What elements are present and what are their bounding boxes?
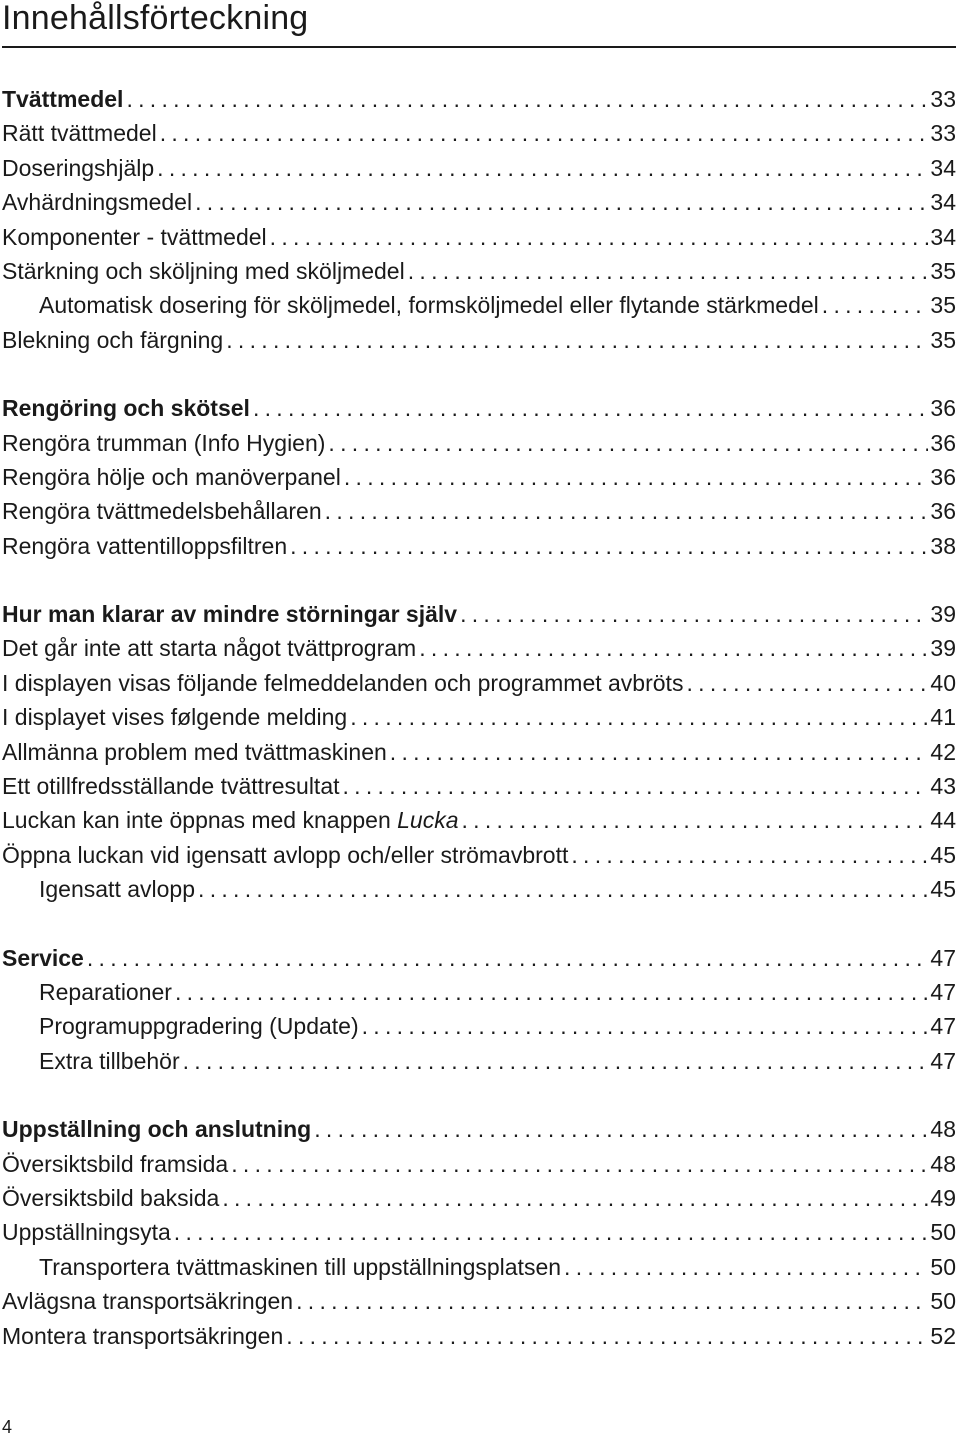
title-divider [2, 46, 956, 48]
toc-entry-page: 39 [930, 601, 956, 628]
toc-entry-page: 42 [930, 738, 956, 765]
toc-entry[interactable] [2, 254, 956, 288]
toc-entry-label-text: Komponenter - tvättmedel [2, 223, 267, 250]
toc-entry[interactable] [2, 1215, 956, 1249]
dot-leader [192, 185, 928, 219]
dot-leader [228, 1147, 928, 1181]
toc-entry-label-text: Reparationer [39, 978, 172, 1005]
dot-leader [180, 1044, 929, 1078]
toc-entry[interactable] [2, 116, 956, 150]
toc-section [2, 391, 956, 563]
toc-entry-label-text: Stärkning och sköljning med sköljmedel [2, 257, 405, 284]
toc-entry-label [2, 288, 819, 322]
toc-entry-page: 41 [930, 704, 956, 731]
toc-entry-label-text: Ett otillfredsställande tvättresultat [2, 773, 340, 800]
toc-entry-page: 43 [930, 773, 956, 800]
toc-entry-label [2, 1284, 293, 1318]
dot-leader [311, 1112, 928, 1146]
toc-entry-label [2, 872, 195, 906]
toc-entry[interactable] [2, 872, 956, 906]
toc-entry-page: 45 [930, 841, 956, 868]
dot-leader [359, 1009, 929, 1043]
toc-entry-page: 34 [930, 154, 956, 181]
toc-entry-label [2, 529, 287, 563]
toc-entry[interactable] [2, 220, 956, 254]
dot-leader [322, 494, 929, 528]
dot-leader [287, 529, 928, 563]
toc-entry-label [2, 597, 457, 631]
toc-entry[interactable] [2, 803, 956, 837]
toc-entry-label [2, 975, 172, 1009]
toc-entry-label [2, 631, 416, 665]
toc-entry-page: 52 [930, 1322, 956, 1349]
toc-section [2, 941, 956, 1079]
dot-leader [340, 769, 929, 803]
toc-entry-page: 50 [930, 1219, 956, 1246]
dot-leader [219, 1181, 928, 1215]
toc-entry-page: 36 [930, 429, 956, 456]
toc-entry[interactable] [2, 151, 956, 185]
dot-leader [123, 82, 928, 116]
toc-entry[interactable] [2, 631, 956, 665]
toc-entry-label [2, 1147, 228, 1181]
toc-entry-label-text: Rengöra hölje och manöverpanel [2, 463, 341, 490]
dot-leader [172, 975, 928, 1009]
page-title: Innehållsförteckning [2, 0, 309, 37]
toc-entry-label-text: Tvättmedel [2, 86, 124, 112]
toc-entry-label-text: Uppställning och anslutning [2, 1116, 312, 1143]
toc-section [2, 82, 956, 357]
toc-entry-page: 39 [930, 635, 956, 662]
toc-entry[interactable] [2, 426, 956, 460]
dot-leader [561, 1250, 928, 1284]
toc-entry-label-italic: Lucka [397, 807, 459, 834]
dot-leader [459, 803, 929, 837]
dot-leader [683, 666, 928, 700]
dot-leader [819, 288, 929, 322]
dot-leader [341, 460, 929, 494]
toc-entry-label-text: Uppställningsyta [2, 1219, 171, 1246]
dot-leader [283, 1319, 928, 1353]
toc-entry[interactable] [2, 1181, 956, 1215]
toc-entry-page: 49 [930, 1184, 956, 1211]
toc-entry[interactable] [2, 185, 956, 219]
toc-entry-label-text: Service [2, 944, 84, 971]
toc-entry[interactable] [2, 1319, 956, 1353]
toc-entry-page: 47 [930, 978, 956, 1005]
toc-entry[interactable] [2, 1147, 956, 1181]
toc-entry[interactable] [2, 323, 956, 357]
toc-entry-label [2, 1044, 180, 1078]
toc-entry[interactable] [2, 838, 956, 872]
toc-entry[interactable] [2, 460, 956, 494]
dot-leader [405, 254, 929, 288]
toc-entry-page: 50 [930, 1253, 956, 1280]
toc-entry-label [2, 1215, 171, 1249]
dot-leader [347, 700, 928, 734]
toc-entry-label-text: Automatisk dosering för sköljmedel, formsköljmedel eller flytande stärkmedel [39, 292, 819, 319]
dot-leader [195, 872, 928, 906]
toc-entry[interactable] [2, 666, 956, 700]
toc-entry-page: 47 [930, 1013, 956, 1040]
toc-entry[interactable] [2, 700, 956, 734]
toc-entry[interactable] [2, 288, 956, 322]
toc-entry-page: 36 [930, 463, 956, 490]
toc-entry-page: 44 [930, 807, 956, 834]
toc-entry-label [2, 185, 192, 219]
toc-entry-page: 35 [930, 257, 956, 284]
toc-entry-label-text: Extra tillbehör [39, 1047, 180, 1074]
toc-entry-label-text: Igensatt avlopp [39, 876, 196, 903]
toc-entry-label-text: Öppna luckan vid igensatt avlopp och/eller strömavbrott [2, 841, 569, 868]
table-of-contents [2, 82, 956, 1387]
toc-entry-page: 38 [930, 532, 956, 559]
toc-entry[interactable] [2, 735, 956, 769]
dot-leader [157, 116, 929, 150]
toc-entry-page: 47 [930, 944, 956, 971]
toc-entry-label-text: Blekning och färgning [2, 326, 224, 353]
toc-entry[interactable] [2, 1044, 956, 1078]
toc-entry-label [2, 735, 387, 769]
toc-entry-label-text: Programuppgradering (Update) [39, 1013, 359, 1040]
toc-entry[interactable] [2, 494, 956, 528]
toc-entry-page: 47 [930, 1047, 956, 1074]
toc-entry-label-text: Montera transportsäkringen [2, 1322, 284, 1349]
toc-entry-page: 35 [930, 292, 956, 319]
toc-entry-label [2, 1319, 283, 1353]
page-number: 4 [2, 1417, 13, 1437]
toc-entry[interactable] [2, 975, 956, 1009]
dot-leader [325, 426, 928, 460]
toc-entry-label-text: Rätt tvättmedel [2, 120, 157, 147]
toc-entry-label [2, 1250, 561, 1284]
toc-entry-page: 48 [930, 1116, 956, 1143]
toc-entry-label-text: Översiktsbild framsida [2, 1150, 229, 1177]
dot-leader [457, 597, 928, 631]
dot-leader [267, 220, 929, 254]
toc-heading-entry[interactable] [2, 597, 956, 631]
toc-entry-label [2, 426, 325, 460]
toc-entry-page: 33 [930, 120, 956, 147]
toc-entry-label [2, 803, 459, 837]
toc-heading-entry[interactable] [2, 82, 956, 116]
toc-entry-label [2, 769, 340, 803]
toc-entry-label-text: Luckan kan inte öppnas med knappen [2, 807, 391, 834]
toc-entry-label [2, 1112, 311, 1146]
toc-entry-label [2, 941, 84, 975]
toc-entry-label-text: Översiktsbild baksida [2, 1184, 220, 1211]
toc-entry[interactable] [2, 1284, 956, 1318]
dot-leader [416, 631, 928, 665]
toc-entry-label [2, 116, 157, 150]
toc-section [2, 1112, 956, 1353]
toc-entry-label-text: Rengöra vattentilloppsfiltren [2, 532, 288, 559]
toc-entry-label [2, 391, 250, 425]
toc-entry-page: 50 [930, 1288, 956, 1315]
toc-entry-label [2, 323, 223, 357]
toc-entry-page: 33 [930, 86, 956, 112]
toc-entry-label-text: Transportera tvättmaskinen till uppställningsplatsen [39, 1253, 562, 1280]
toc-entry-page: 36 [930, 395, 956, 422]
dot-leader [568, 838, 928, 872]
dot-leader [293, 1284, 928, 1318]
toc-entry-label-text: Allmänna problem med tvättmaskinen [2, 738, 387, 765]
toc-entry-page: 48 [930, 1150, 956, 1177]
toc-entry-label [2, 666, 683, 700]
toc-heading-entry[interactable] [2, 391, 956, 425]
toc-entry-page: 34 [930, 223, 956, 250]
toc-entry[interactable] [2, 769, 956, 803]
toc-entry-label-text: Rengöra tvättmedelsbehållaren [2, 498, 322, 525]
toc-entry-label-text: Avhärdningsmedel [2, 189, 193, 216]
dot-leader [387, 735, 929, 769]
toc-entry-label-text: Rengöring och skötsel [2, 395, 250, 422]
toc-entry-label-text: I displayet vises følgende melding [2, 704, 348, 731]
toc-entry-label [2, 82, 123, 116]
toc-entry[interactable] [2, 1009, 956, 1043]
toc-entry[interactable] [2, 1250, 956, 1284]
dot-leader [171, 1215, 929, 1249]
toc-entry-label-text: I displayen visas följande felmeddelanden och programmet avbröts [2, 669, 684, 696]
toc-entry-label [2, 151, 154, 185]
toc-heading-entry[interactable] [2, 941, 956, 975]
dot-leader [223, 323, 928, 357]
toc-entry-label-text: Rengöra trumman (Info Hygien) [2, 429, 326, 456]
toc-entry[interactable] [2, 529, 956, 563]
toc-entry-page: 35 [930, 326, 956, 353]
toc-entry-page: 40 [930, 669, 956, 696]
toc-section [2, 597, 956, 907]
toc-entry-label [2, 220, 267, 254]
toc-entry-page: 45 [930, 876, 956, 903]
toc-entry-label [2, 254, 405, 288]
toc-entry-page: 36 [930, 498, 956, 525]
toc-entry-label [2, 494, 322, 528]
toc-entry-label [2, 700, 347, 734]
toc-entry-label-text: Doseringshjälp [2, 154, 155, 181]
dot-leader [250, 391, 928, 425]
toc-entry-label [2, 1181, 219, 1215]
toc-entry-label [2, 1009, 359, 1043]
toc-entry-label [2, 838, 568, 872]
toc-heading-entry[interactable] [2, 1112, 956, 1146]
toc-entry-label-text: Hur man klarar av mindre störningar själv [2, 601, 458, 628]
dot-leader [154, 151, 928, 185]
toc-entry-label-text: Det går inte att starta något tvättprogram [2, 635, 417, 662]
toc-entry-label-text: Avlägsna transportsäkringen [2, 1288, 294, 1315]
toc-entry-page: 34 [930, 189, 956, 216]
toc-entry-label [2, 460, 341, 494]
dot-leader [84, 941, 929, 975]
